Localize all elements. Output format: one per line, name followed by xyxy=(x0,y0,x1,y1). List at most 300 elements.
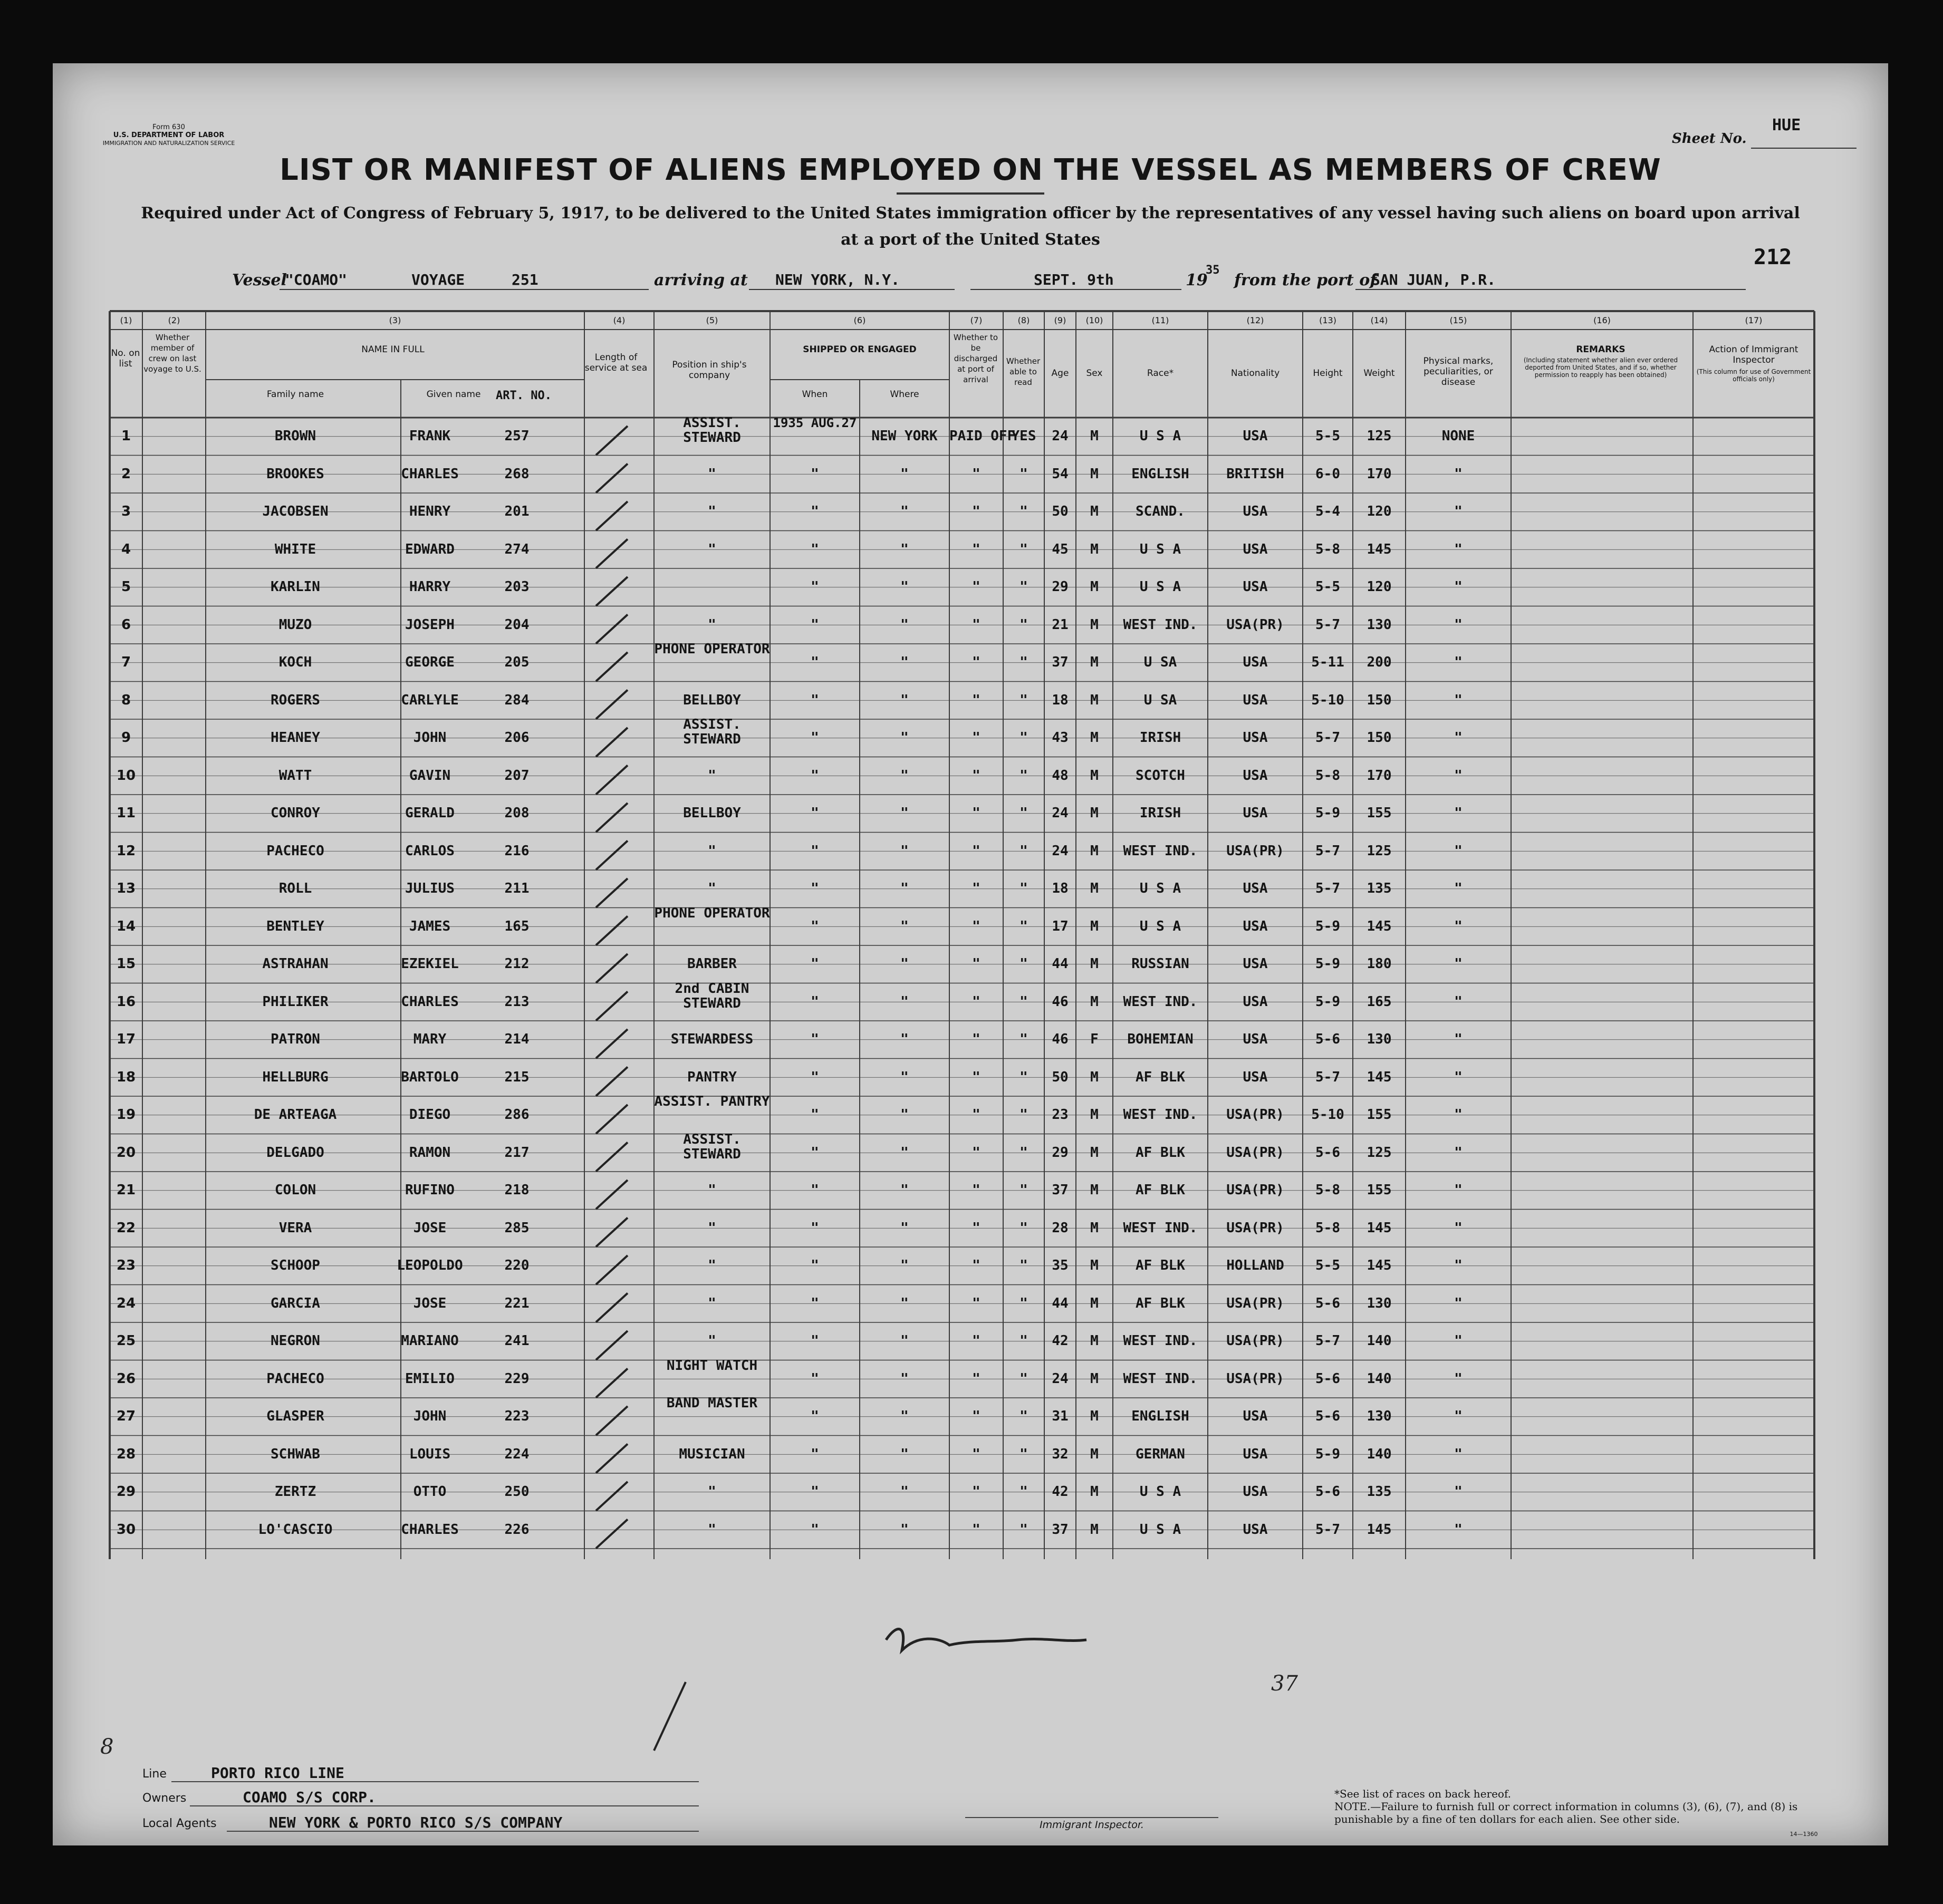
row-race: U SA xyxy=(1143,692,1177,708)
row-art-number: 201 xyxy=(504,504,530,519)
row-given-name: JOHN xyxy=(413,730,447,746)
row-race: AF BLK xyxy=(1136,1258,1185,1273)
row-race: GERMAN xyxy=(1136,1446,1185,1462)
form-number: Form 630 xyxy=(152,123,185,131)
row-physical-marks: " xyxy=(1454,616,1463,633)
row-age: 42 xyxy=(1052,1484,1069,1500)
row-physical-marks: " xyxy=(1454,843,1463,859)
row-sex: M xyxy=(1090,843,1099,859)
row-position: " xyxy=(708,1521,716,1538)
row-shipped-where: " xyxy=(900,616,909,633)
row-shipped-when: " xyxy=(811,466,819,482)
row-given-name: CHARLES xyxy=(401,1521,459,1538)
row-discharged: PAID OFF xyxy=(949,428,1016,444)
row-shipped-when: " xyxy=(811,1446,819,1462)
row-height: 5-7 xyxy=(1315,616,1340,633)
row-physical-marks: " xyxy=(1454,881,1463,896)
row-family-name: CONROY xyxy=(271,805,320,821)
row-nationality: USA xyxy=(1243,881,1268,896)
row-shipped-when: " xyxy=(811,541,819,557)
row-able-to-read: " xyxy=(1019,881,1028,896)
row-family-name: WATT xyxy=(278,767,312,784)
header-where: Where xyxy=(890,389,919,400)
row-weight: 200 xyxy=(1367,654,1392,670)
margin-mark: 8 xyxy=(100,1735,114,1759)
column-number: (13) xyxy=(1319,315,1336,325)
row-height: 6-0 xyxy=(1315,466,1340,482)
departure-line xyxy=(1355,289,1746,290)
row-given-name: FRANK xyxy=(409,428,451,444)
row-age: 24 xyxy=(1052,428,1069,444)
row-family-name: KOCH xyxy=(278,654,312,670)
row-shipped-where: NEW YORK xyxy=(871,428,938,444)
row-physical-marks: " xyxy=(1454,805,1463,821)
row-nationality: USA xyxy=(1243,1446,1268,1462)
row-given-name: JULIUS xyxy=(405,881,455,896)
column-number: (3) xyxy=(389,315,401,325)
row-weight: 165 xyxy=(1367,993,1392,1010)
arrival-date: SEPT. 9th xyxy=(1034,271,1114,288)
row-height: 5-10 xyxy=(1311,692,1344,708)
row-able-to-read: " xyxy=(1019,1521,1028,1538)
row-row-number: 3 xyxy=(121,504,131,519)
row-age: 17 xyxy=(1052,918,1069,934)
row-sex: M xyxy=(1090,1295,1099,1311)
row-discharged: " xyxy=(972,1333,980,1349)
sheet-number-stamp: HUE xyxy=(1772,116,1801,134)
row-age: 42 xyxy=(1052,1333,1069,1349)
row-shipped-where: " xyxy=(900,1408,909,1424)
row-height: 5-7 xyxy=(1315,843,1340,859)
row-position: 2nd CABIN STEWARD xyxy=(675,980,749,1011)
row-shipped-when: " xyxy=(811,1484,819,1500)
row-sex: M xyxy=(1090,1484,1099,1500)
row-race: U S A xyxy=(1139,428,1181,444)
vessel-owners: COAMO S/S CORP. xyxy=(243,1789,376,1806)
agents-rule xyxy=(227,1831,699,1832)
row-art-number: 226 xyxy=(504,1521,530,1538)
column-number: (12) xyxy=(1246,315,1264,325)
row-art-number: 205 xyxy=(504,654,530,670)
service-length-mark xyxy=(596,841,628,870)
row-physical-marks: " xyxy=(1454,504,1463,519)
row-weight: 145 xyxy=(1367,918,1392,934)
row-physical-marks: " xyxy=(1454,1107,1463,1123)
row-nationality: USA xyxy=(1243,1069,1268,1085)
row-shipped-where: " xyxy=(900,541,909,557)
row-sex: M xyxy=(1090,956,1099,972)
row-physical-marks: " xyxy=(1454,466,1463,482)
row-family-name: ROGERS xyxy=(271,692,320,708)
row-age: 35 xyxy=(1052,1258,1069,1273)
row-shipped-when: " xyxy=(811,1333,819,1349)
row-sex: M xyxy=(1090,1069,1099,1085)
row-race: SCAND. xyxy=(1136,504,1185,519)
row-weight: 145 xyxy=(1367,1521,1392,1538)
row-able-to-read: " xyxy=(1019,579,1028,595)
row-height: 5-7 xyxy=(1315,730,1340,746)
sheet-number-line xyxy=(1751,148,1857,149)
row-weight: 140 xyxy=(1367,1333,1392,1349)
row-shipped-when: " xyxy=(811,993,819,1010)
row-discharged: " xyxy=(972,1258,980,1273)
row-position: " xyxy=(708,541,716,557)
header-shipped-or-engaged: SHIPPED OR ENGAGED xyxy=(803,344,917,355)
row-height: 5-8 xyxy=(1315,1182,1340,1198)
row-shipped-when: " xyxy=(811,654,819,670)
row-art-number: 207 xyxy=(504,767,530,784)
service-length-mark xyxy=(596,501,628,530)
row-position: BARBER xyxy=(687,956,737,972)
column-number: (5) xyxy=(706,315,718,325)
row-art-number: 218 xyxy=(504,1182,530,1198)
column-number: (15) xyxy=(1449,315,1467,325)
row-position: PHONE OPERATOR xyxy=(654,905,770,921)
row-sex: M xyxy=(1090,993,1099,1010)
row-height: 5-6 xyxy=(1315,1370,1340,1387)
row-race: U SA xyxy=(1143,654,1177,670)
row-shipped-where: " xyxy=(900,993,909,1010)
row-shipped-when: " xyxy=(811,1370,819,1387)
header-weight: Weight xyxy=(1363,368,1395,379)
row-sex: M xyxy=(1090,541,1099,557)
row-row-number: 11 xyxy=(116,805,136,821)
column-number: (10) xyxy=(1085,315,1103,325)
row-family-name: SCHOOP xyxy=(271,1258,320,1273)
column-number: (16) xyxy=(1593,315,1611,325)
row-nationality: USA(PR) xyxy=(1226,1295,1284,1311)
row-weight: 130 xyxy=(1367,1295,1392,1311)
row-sex: M xyxy=(1090,1258,1099,1273)
row-art-number: 206 xyxy=(504,730,530,746)
row-physical-marks: " xyxy=(1454,767,1463,784)
ink-stroke xyxy=(654,1682,686,1751)
row-family-name: HELLBURG xyxy=(262,1069,329,1085)
service-length-mark xyxy=(596,1331,628,1360)
row-family-name: DE ARTEAGA xyxy=(254,1107,337,1123)
row-sex: F xyxy=(1090,1031,1099,1047)
row-sex: M xyxy=(1090,1446,1099,1462)
row-weight: 145 xyxy=(1367,1220,1392,1236)
row-art-number: 213 xyxy=(504,993,530,1010)
row-discharged: " xyxy=(972,1408,980,1424)
row-shipped-when: " xyxy=(811,504,819,519)
row-discharged: " xyxy=(972,1484,980,1500)
row-sex: M xyxy=(1090,1408,1099,1424)
row-position: STEWARDESS xyxy=(670,1031,754,1047)
row-age: 37 xyxy=(1052,1521,1069,1538)
page-title: LIST OR MANIFEST OF ALIENS EMPLOYED ON THE VESSEL AS MEMBERS OF CREW xyxy=(280,153,1661,187)
row-position: " xyxy=(708,843,716,859)
row-shipped-where: " xyxy=(900,881,909,896)
row-sex: M xyxy=(1090,466,1099,482)
header-family-name: Family name xyxy=(266,389,324,400)
row-physical-marks: " xyxy=(1454,1408,1463,1424)
row-given-name: EMILIO xyxy=(405,1370,455,1387)
header-no-on-list: No. on list xyxy=(111,348,140,369)
row-height: 5-7 xyxy=(1315,1521,1340,1538)
row-physical-marks: " xyxy=(1454,654,1463,670)
row-art-number: 229 xyxy=(504,1370,530,1387)
row-discharged: " xyxy=(972,541,980,557)
row-shipped-when: " xyxy=(811,767,819,784)
row-able-to-read: YES xyxy=(1011,428,1036,444)
row-row-number: 26 xyxy=(116,1370,136,1387)
row-sex: M xyxy=(1090,805,1099,821)
row-physical-marks: " xyxy=(1454,918,1463,934)
row-family-name: BROOKES xyxy=(266,466,324,482)
service-length-mark xyxy=(596,803,628,832)
row-art-number: 284 xyxy=(504,692,530,708)
service-length-mark xyxy=(596,1520,628,1549)
owners-label: Owners xyxy=(142,1792,187,1805)
row-given-name: MARIANO xyxy=(401,1333,459,1349)
column-number: (7) xyxy=(970,315,983,325)
row-nationality: USA xyxy=(1243,654,1268,670)
service-name: IMMIGRATION AND NATURALIZATION SERVICE xyxy=(102,140,235,147)
row-family-name: MUZO xyxy=(278,616,312,633)
row-row-number: 2 xyxy=(121,466,131,482)
row-shipped-where: " xyxy=(900,1370,909,1387)
row-physical-marks: " xyxy=(1454,956,1463,972)
row-able-to-read: " xyxy=(1019,1031,1028,1047)
row-nationality: USA(PR) xyxy=(1226,616,1284,633)
row-discharged: " xyxy=(972,466,980,482)
service-length-mark xyxy=(596,728,628,757)
row-race: WEST IND. xyxy=(1123,616,1198,633)
service-length-mark xyxy=(596,1406,628,1435)
manifest-grid xyxy=(53,63,1888,1845)
from-port-label: from the port of xyxy=(1234,271,1377,289)
row-family-name: BENTLEY xyxy=(266,918,324,934)
row-shipped-where: " xyxy=(900,767,909,784)
row-weight: 130 xyxy=(1367,1031,1392,1047)
row-able-to-read: " xyxy=(1019,918,1028,934)
row-family-name: PATRON xyxy=(271,1031,320,1047)
row-art-number: 250 xyxy=(504,1484,530,1500)
row-row-number: 19 xyxy=(116,1107,136,1123)
row-discharged: " xyxy=(972,579,980,595)
row-row-number: 24 xyxy=(116,1295,136,1311)
row-weight: 120 xyxy=(1367,504,1392,519)
row-weight: 170 xyxy=(1367,466,1392,482)
row-able-to-read: " xyxy=(1019,504,1028,519)
row-height: 5-9 xyxy=(1315,956,1340,972)
row-nationality: USA xyxy=(1243,1408,1268,1424)
row-physical-marks: NONE xyxy=(1441,428,1475,444)
row-art-number: 203 xyxy=(504,579,530,595)
service-length-mark xyxy=(596,1067,628,1096)
row-nationality: HOLLAND xyxy=(1226,1258,1284,1273)
row-position: MUSICIAN xyxy=(679,1446,745,1462)
service-length-mark xyxy=(596,916,628,945)
row-able-to-read: " xyxy=(1019,730,1028,746)
row-shipped-where: " xyxy=(900,956,909,972)
row-weight: 150 xyxy=(1367,730,1392,746)
row-art-number: 208 xyxy=(504,805,530,821)
row-row-number: 13 xyxy=(116,881,136,896)
row-height: 5-5 xyxy=(1315,579,1340,595)
row-able-to-read: " xyxy=(1019,767,1028,784)
row-able-to-read: " xyxy=(1019,1069,1028,1085)
agents-label: Local Agents xyxy=(142,1817,217,1830)
row-nationality: USA(PR) xyxy=(1226,1333,1284,1349)
row-height: 5-6 xyxy=(1315,1031,1340,1047)
penalty-note: NOTE.—Failure to furnish full or correct information in columns (3), (6), (7), and (8) is punishable by a fine of ten dollars for each alien. See other side. xyxy=(1334,1800,1798,1825)
row-sex: M xyxy=(1090,767,1099,784)
row-shipped-when: " xyxy=(811,843,819,859)
row-discharged: " xyxy=(972,692,980,708)
row-age: 48 xyxy=(1052,767,1069,784)
row-physical-marks: " xyxy=(1454,1446,1463,1462)
row-nationality: USA xyxy=(1243,993,1268,1010)
row-position: BAND MASTER xyxy=(666,1395,758,1411)
row-age: 23 xyxy=(1052,1107,1069,1123)
date-line xyxy=(970,289,1181,290)
row-position: BELLBOY xyxy=(683,692,741,708)
row-weight: 130 xyxy=(1367,1408,1392,1424)
row-able-to-read: " xyxy=(1019,1144,1028,1161)
line-label: Line xyxy=(142,1767,167,1781)
row-race: BOHEMIAN xyxy=(1127,1031,1194,1047)
row-race: AF BLK xyxy=(1136,1069,1185,1085)
row-sex: M xyxy=(1090,1182,1099,1198)
row-height: 5-9 xyxy=(1315,918,1340,934)
row-race: U S A xyxy=(1139,1521,1181,1538)
row-discharged: " xyxy=(972,805,980,821)
row-able-to-read: " xyxy=(1019,1333,1028,1349)
title-rule xyxy=(897,192,1044,195)
row-given-name: JOSE xyxy=(413,1295,447,1311)
row-family-name: BROWN xyxy=(274,428,316,444)
service-length-mark xyxy=(596,954,628,983)
row-position: " xyxy=(708,466,716,482)
row-height: 5-7 xyxy=(1315,1333,1340,1349)
row-sex: M xyxy=(1090,881,1099,896)
row-nationality: USA xyxy=(1243,504,1268,519)
row-sex: M xyxy=(1090,428,1099,444)
row-discharged: " xyxy=(972,1521,980,1538)
row-discharged: " xyxy=(972,1446,980,1462)
row-shipped-when: " xyxy=(811,1031,819,1047)
row-height: 5-8 xyxy=(1315,1220,1340,1236)
column-number: (9) xyxy=(1054,315,1066,325)
handwritten-count: 37 xyxy=(1271,1671,1298,1696)
row-position: " xyxy=(708,767,716,784)
row-weight: 150 xyxy=(1367,692,1392,708)
row-family-name: LO'CASCIO xyxy=(258,1521,333,1538)
row-row-number: 17 xyxy=(116,1031,136,1047)
row-given-name: RAMON xyxy=(409,1144,451,1161)
row-age: 24 xyxy=(1052,843,1069,859)
row-shipped-where: " xyxy=(900,918,909,934)
arrival-line xyxy=(749,289,955,290)
owners-rule xyxy=(190,1805,699,1806)
row-nationality: USA xyxy=(1243,1031,1268,1047)
row-nationality: USA xyxy=(1243,956,1268,972)
row-race: WEST IND. xyxy=(1123,1107,1198,1123)
row-age: 44 xyxy=(1052,956,1069,972)
row-height: 5-4 xyxy=(1315,504,1340,519)
row-shipped-where: " xyxy=(900,805,909,821)
header-discharged: Whether to be discharged at port of arrival xyxy=(953,333,998,384)
row-family-name: COLON xyxy=(274,1182,316,1198)
row-shipped-where: " xyxy=(900,466,909,482)
row-age: 21 xyxy=(1052,616,1069,633)
service-length-mark xyxy=(596,1482,628,1511)
row-position: " xyxy=(708,1484,716,1500)
row-family-name: WHITE xyxy=(274,541,316,557)
vessel-name: "COAMO" xyxy=(285,271,348,288)
vessel-line xyxy=(280,289,649,290)
row-shipped-when: " xyxy=(811,692,819,708)
row-height: 5-9 xyxy=(1315,805,1340,821)
row-race: RUSSIAN xyxy=(1131,956,1189,972)
header-nationality: Nationality xyxy=(1230,368,1280,379)
header-age: Age xyxy=(1051,368,1069,379)
row-physical-marks: " xyxy=(1454,692,1463,708)
row-given-name: CHARLES xyxy=(401,466,459,482)
row-age: 32 xyxy=(1052,1446,1069,1462)
row-position: BELLBOY xyxy=(683,805,741,821)
row-art-number: 257 xyxy=(504,428,530,444)
header-physical-marks: Physical marks, peculiarities, or disease xyxy=(1423,356,1494,388)
row-family-name: KARLIN xyxy=(271,579,320,595)
inspector-rule xyxy=(965,1817,1218,1818)
row-height: 5-8 xyxy=(1315,767,1340,784)
department-name: U.S. DEPARTMENT OF LABOR xyxy=(113,131,225,139)
row-discharged: " xyxy=(972,993,980,1010)
row-nationality: USA(PR) xyxy=(1226,1370,1284,1387)
row-race: WEST IND. xyxy=(1123,1333,1198,1349)
row-shipped-when: 1935 AUG.27 xyxy=(773,415,857,430)
row-age: 37 xyxy=(1052,654,1069,670)
row-weight: 170 xyxy=(1367,767,1392,784)
row-shipped-where: " xyxy=(900,504,909,519)
row-row-number: 21 xyxy=(116,1182,136,1198)
row-height: 5-7 xyxy=(1315,1069,1340,1085)
row-position: PANTRY xyxy=(687,1069,737,1085)
row-nationality: USA xyxy=(1243,730,1268,746)
row-sex: M xyxy=(1090,504,1099,519)
row-given-name: GAVIN xyxy=(409,767,451,784)
row-age: 43 xyxy=(1052,730,1069,746)
row-able-to-read: " xyxy=(1019,1446,1028,1462)
row-family-name: ASTRAHAN xyxy=(262,956,329,972)
row-able-to-read: " xyxy=(1019,541,1028,557)
row-row-number: 6 xyxy=(121,616,131,633)
row-weight: 140 xyxy=(1367,1370,1392,1387)
row-nationality: USA(PR) xyxy=(1226,1182,1284,1198)
row-family-name: PACHECO xyxy=(266,1370,324,1387)
row-age: 45 xyxy=(1052,541,1069,557)
header-remarks: REMARKS xyxy=(1576,344,1625,355)
row-position: ASSIST. PANTRY xyxy=(654,1094,770,1109)
row-weight: 155 xyxy=(1367,1182,1392,1198)
row-age: 31 xyxy=(1052,1408,1069,1424)
row-race: WEST IND. xyxy=(1123,1370,1198,1387)
row-discharged: " xyxy=(972,1107,980,1123)
row-shipped-where: " xyxy=(900,1069,909,1085)
row-physical-marks: " xyxy=(1454,1370,1463,1387)
service-length-mark xyxy=(596,766,628,795)
row-race: U S A xyxy=(1139,1484,1181,1500)
row-given-name: EDWARD xyxy=(405,541,455,557)
row-shipped-when: " xyxy=(811,881,819,896)
row-shipped-where: " xyxy=(900,843,909,859)
row-position: NIGHT WATCH xyxy=(666,1357,758,1374)
row-row-number: 23 xyxy=(116,1258,136,1273)
